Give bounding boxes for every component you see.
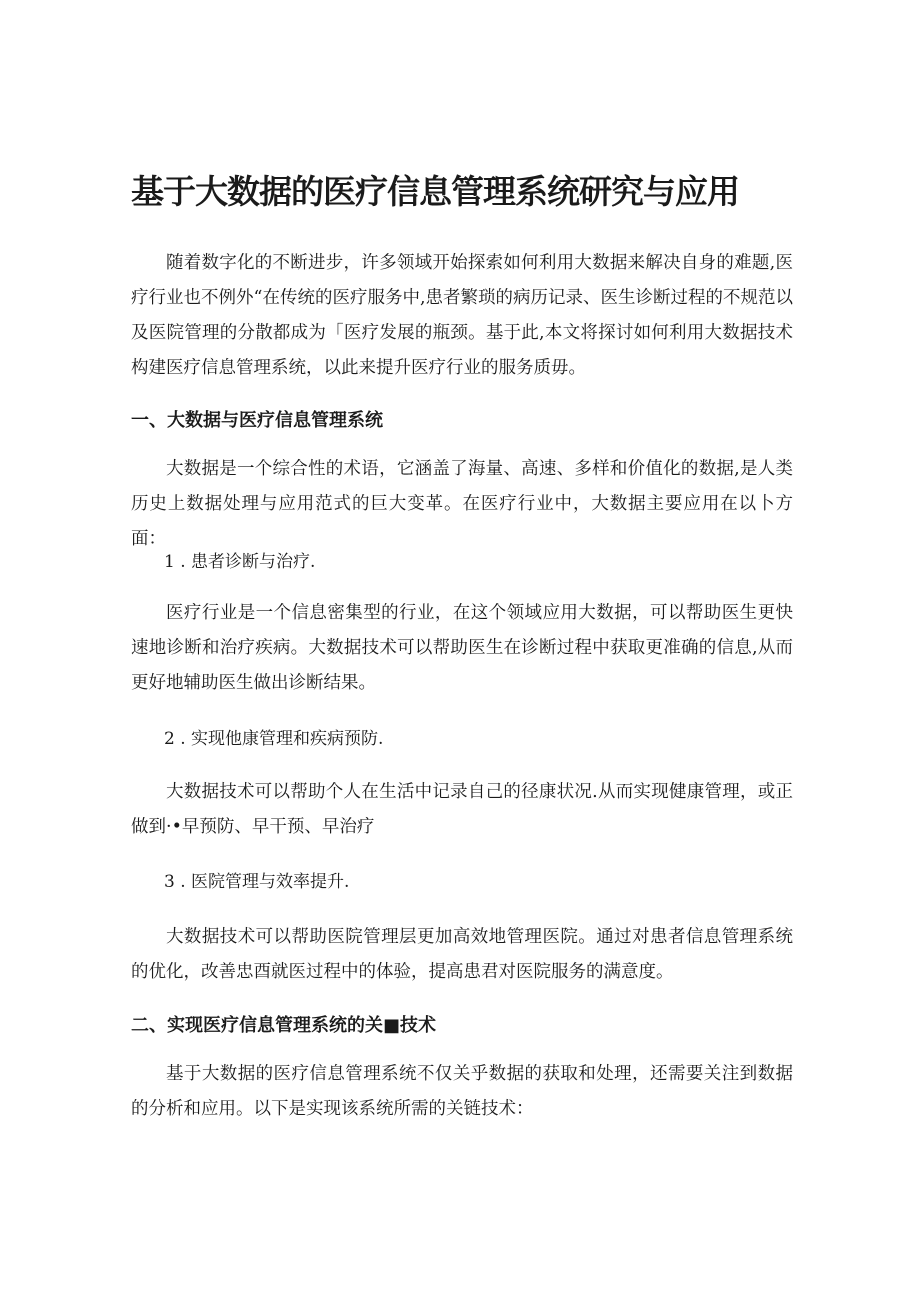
item-3-title: 3 . 医院管理与效率提升. (164, 872, 350, 892)
section-2-intro: 基于大数据的医疗信息管理系统不仅关乎数据的获取和处理，还需要关注到数据的分析和应用。以下是实现该系统所需的关链技术： (131, 1064, 793, 1119)
section-1-intro: 大数据是一个综合性的术语，它涵盖了海量、高速、多样和价值化的数据,是人类历史上数据处理与应用范式的巨大变革。在医疗行业中，大数据主要应用在以卜方面： (131, 459, 793, 549)
item-1-title: 1 . 患者诊断与治疗. (164, 552, 316, 572)
section-1-heading: 一、大数据与医疗信息管理系统 (131, 410, 383, 431)
document-title: 基于大数据的医疗信息管理系统研究与应用 (131, 172, 739, 211)
section-2-heading: 二、实现医疗信息管理系统的关■技术 (131, 1015, 437, 1036)
item-3-body: 大数据技术可以帮助医院管理层更加高效地管理医院。通过对患者信息管理系统的优化，改善忠酉就医过程中的体验，提高患君对医院服务的满意度。 (131, 927, 793, 982)
intro-paragraph: 随着数字化的不断进步，许多领域开始探索如何利用大数据来解决自身的难题,医疗行业也不例外“在传统的医疗服务中,患者繁琐的病历记录、医生诊断过程的不规范以及医院管理的分散都成为「医疗发展的瓶颈。基于此,本文将探讨如何利用大数据技术构建医疗信息管理系统，以此来提升医疗行业的服务质毋。 (131, 253, 794, 378)
item-2-body: 大数据技术可以帮助个人在生活中记录自己的径康状况.从而实现健康管理，或正做到·•早预防、早干预、早治疗 (131, 782, 793, 837)
item-1-body: 医疗行业是一个信息密集型的行业，在这个领域应用大数据，可以帮助医生更快速地诊断和治疗疾病。大数据技术可以帮助医生在诊断过程中获取更准确的信息,从而更好地辅助医生做出诊断结果。 (131, 603, 793, 693)
item-2-title: 2 . 实现他康管理和疾病预防. (164, 729, 384, 749)
